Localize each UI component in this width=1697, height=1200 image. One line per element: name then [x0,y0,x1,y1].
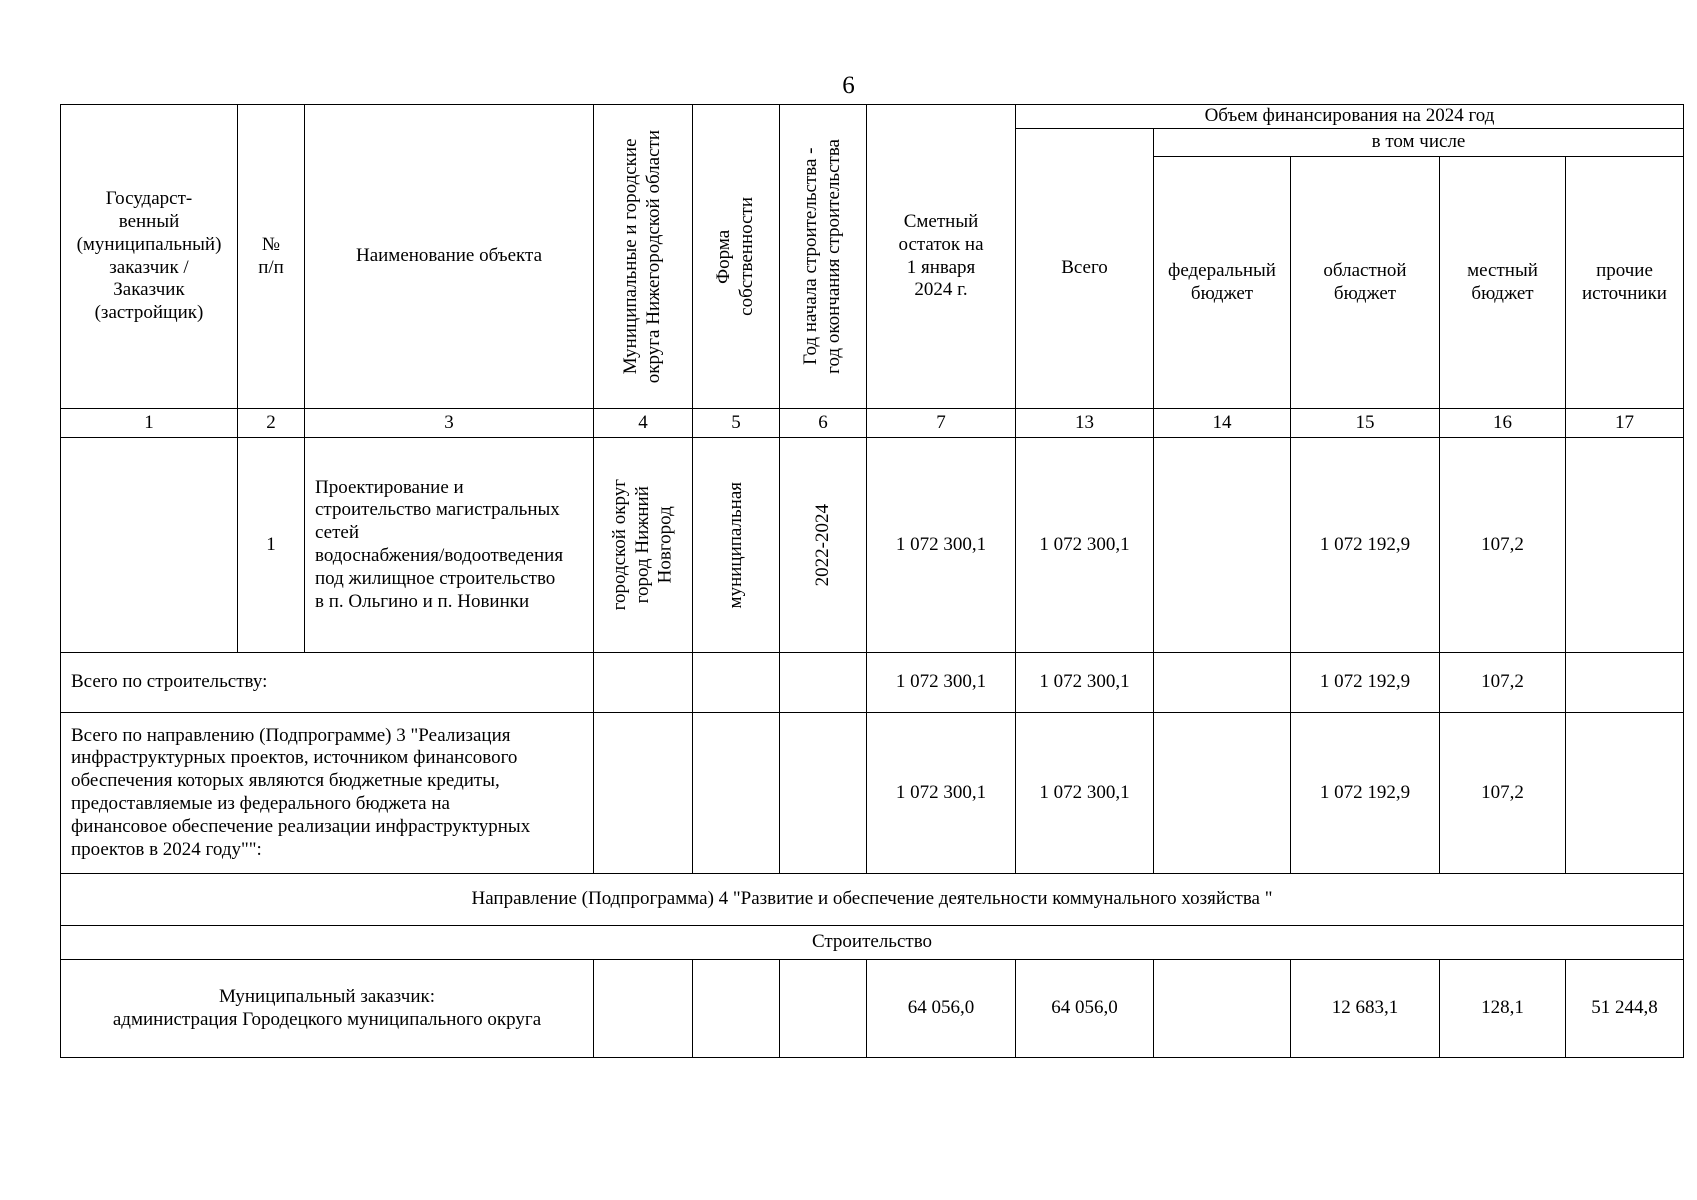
section-title-row [61,926,1684,960]
customer-estimate: 64 056,0 [867,960,1016,1058]
column-number: 4 [594,409,693,438]
construction-total-label: Всего по строительству: [61,653,594,713]
construction-total-local: 107,2 [1440,653,1566,713]
column-number: 17 [1566,409,1684,438]
construction-total-total: 1 072 300,1 [1016,653,1154,713]
subprogram4-title: Направление (Подпрограмма) 4 "Развитие и обеспечение деятельности коммунального хозяйства " [61,874,1684,926]
subprogram3-total-label: Всего по направлению (Подпрограмме) 3 "Реализация инфраструктурных проектов, источником финансового обеспечения которых являются бюджетные кредиты, предоставляемые из федерального бюджета на финансовое обеспечение реализации инфраструктурных проектов в 2024 году"": [61,713,594,874]
construction-total-row [61,653,1684,713]
object-customer-cell [61,438,238,653]
subprogram3-total-regional: 1 072 192,9 [1291,713,1440,874]
customer-label: Муниципальный заказчик: администрация Городецкого муниципального округа [61,960,594,1058]
header-funding-group: Объем финансирования на 2024 год [1016,105,1684,129]
header-municipality: Муниципальные и городские округа Нижегородской области [594,105,693,409]
subprogram3-total-row [61,713,1684,874]
column-number: 15 [1291,409,1440,438]
header-other: прочие источники [1566,157,1684,409]
object-ownership: муниципальная [693,438,780,653]
object-years: 2022-2024 [780,438,867,653]
column-number: 14 [1154,409,1291,438]
object-name: Проектирование и строительство магистральных сетей водоснабжения/водоотведения под жилищное строительство в п. Ольгино и п. Новинки [305,438,594,653]
header-object-name: Наименование объекта [305,105,594,409]
subprogram3-total-total: 1 072 300,1 [1016,713,1154,874]
column-number: 16 [1440,409,1566,438]
column-number: 13 [1016,409,1154,438]
object-regional: 1 072 192,9 [1291,438,1440,653]
header-federal: федеральный бюджет [1154,157,1291,409]
column-number: 2 [238,409,305,438]
header-row-1 [61,105,1684,129]
header-regional: областной бюджет [1291,157,1440,409]
header-local: местный бюджет [1440,157,1566,409]
header-including: в том числе [1154,129,1684,157]
header-customer: Государст- венный (муниципальный) заказчик / Заказчик (застройщик) [61,105,238,409]
column-number: 3 [305,409,594,438]
customer-row [61,960,1684,1058]
header-estimate: Сметный остаток на 1 января 2024 г. [867,105,1016,409]
column-number: 6 [780,409,867,438]
column-number: 1 [61,409,238,438]
subprogram3-total-estimate: 1 072 300,1 [867,713,1016,874]
object-local: 107,2 [1440,438,1566,653]
construction-total-regional: 1 072 192,9 [1291,653,1440,713]
header-number: № п/п [238,105,305,409]
customer-local: 128,1 [1440,960,1566,1058]
column-numbers-row [61,409,1684,438]
object-other [1566,438,1684,653]
object-municipality: городской округ город Нижний Новгород [594,438,693,653]
header-years: Год начала строительства - год окончания строительства [780,105,867,409]
customer-total: 64 056,0 [1016,960,1154,1058]
section-title: Строительство [61,926,1684,960]
header-ownership: Форма собственности [693,105,780,409]
subprogram3-total-local: 107,2 [1440,713,1566,874]
column-number: 5 [693,409,780,438]
object-number: 1 [238,438,305,653]
object-federal [1154,438,1291,653]
column-number: 7 [867,409,1016,438]
object-estimate: 1 072 300,1 [867,438,1016,653]
subprogram4-title-row [61,874,1684,926]
page-number: 6 [842,72,855,99]
construction-total-estimate: 1 072 300,1 [867,653,1016,713]
customer-regional: 12 683,1 [1291,960,1440,1058]
object-total: 1 072 300,1 [1016,438,1154,653]
financing-table [60,104,1684,1058]
customer-other: 51 244,8 [1566,960,1684,1058]
object-row [61,438,1684,653]
header-total: Всего [1016,129,1154,409]
